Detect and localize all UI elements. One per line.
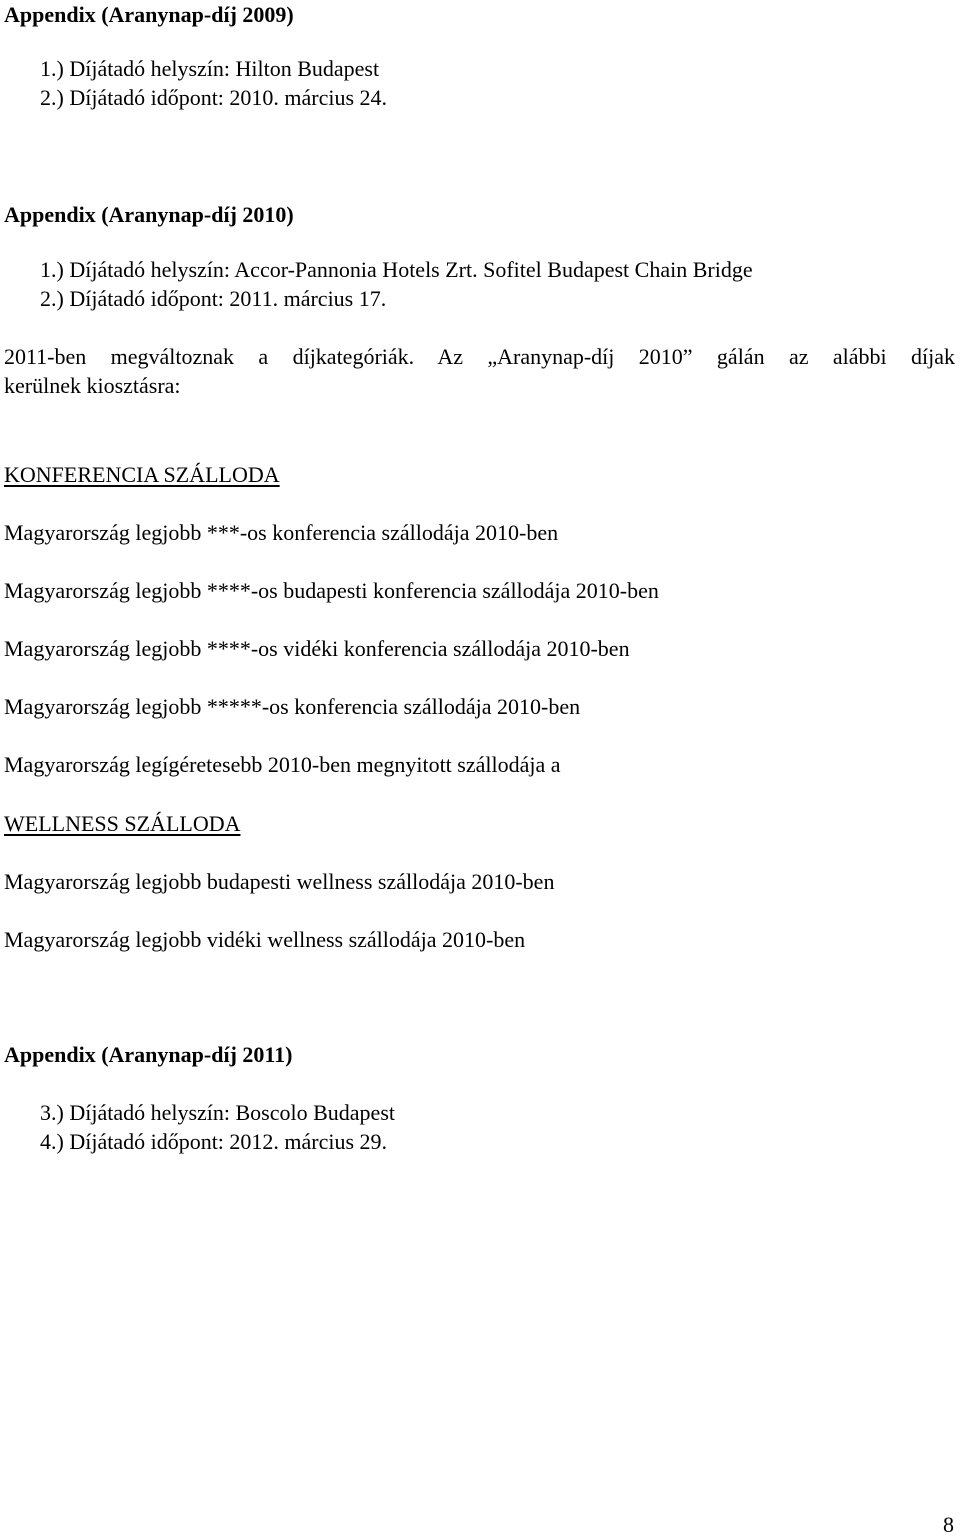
conference-award-1: Magyarország legjobb ***-os konferencia szállodája 2010-ben — [4, 520, 559, 545]
appendix-2010-heading: Appendix (Aranynap-díj 2010) — [4, 202, 294, 227]
appendix-2009-heading: Appendix (Aranynap-díj 2009) — [4, 2, 294, 27]
appendix-2010-venue: 1.) Díjátadó helyszín: Accor-Pannonia Hotels Zrt. Sofitel Budapest Chain Bridge — [40, 257, 753, 282]
wellness-hotel-heading: WELLNESS SZÁLLODA — [4, 811, 241, 836]
conference-award-5: Magyarország legígéretesebb 2010-ben megnyitott szállodája a — [4, 752, 561, 777]
wellness-award-2: Magyarország legjobb vidéki wellness szállodája 2010-ben — [4, 927, 526, 952]
appendix-2011-venue: 3.) Díjátadó helyszín: Boscolo Budapest — [40, 1100, 395, 1125]
appendix-2010-intro-line-2: kerülnek kiosztásra: — [4, 373, 181, 398]
wellness-award-1: Magyarország legjobb budapesti wellness szállodája 2010-ben — [4, 869, 555, 894]
appendix-2011-heading: Appendix (Aranynap-díj 2011) — [4, 1042, 293, 1067]
conference-award-3: Magyarország legjobb ****-os vidéki konferencia szállodája 2010-ben — [4, 636, 630, 661]
conference-award-2: Magyarország legjobb ****-os budapesti konferencia szállodája 2010-ben — [4, 578, 659, 603]
appendix-2010-date: 2.) Díjátadó időpont: 2011. március 17. — [40, 286, 387, 311]
appendix-2010-intro-line-1: 2011-ben megváltoznak a díjkategóriák. Az „Aranynap-díj 2010” gálán az alábbi díjak — [4, 344, 955, 369]
conference-award-4: Magyarország legjobb *****-os konferencia szállodája 2010-ben — [4, 694, 581, 719]
appendix-2011-date: 4.) Díjátadó időpont: 2012. március 29. — [40, 1129, 388, 1154]
appendix-2009-venue: 1.) Díjátadó helyszín: Hilton Budapest — [40, 56, 380, 81]
appendix-2009-date: 2.) Díjátadó időpont: 2010. március 24. — [40, 85, 388, 110]
conference-hotel-heading: KONFERENCIA SZÁLLODA — [4, 462, 280, 487]
page-number: 8 — [943, 1512, 954, 1537]
